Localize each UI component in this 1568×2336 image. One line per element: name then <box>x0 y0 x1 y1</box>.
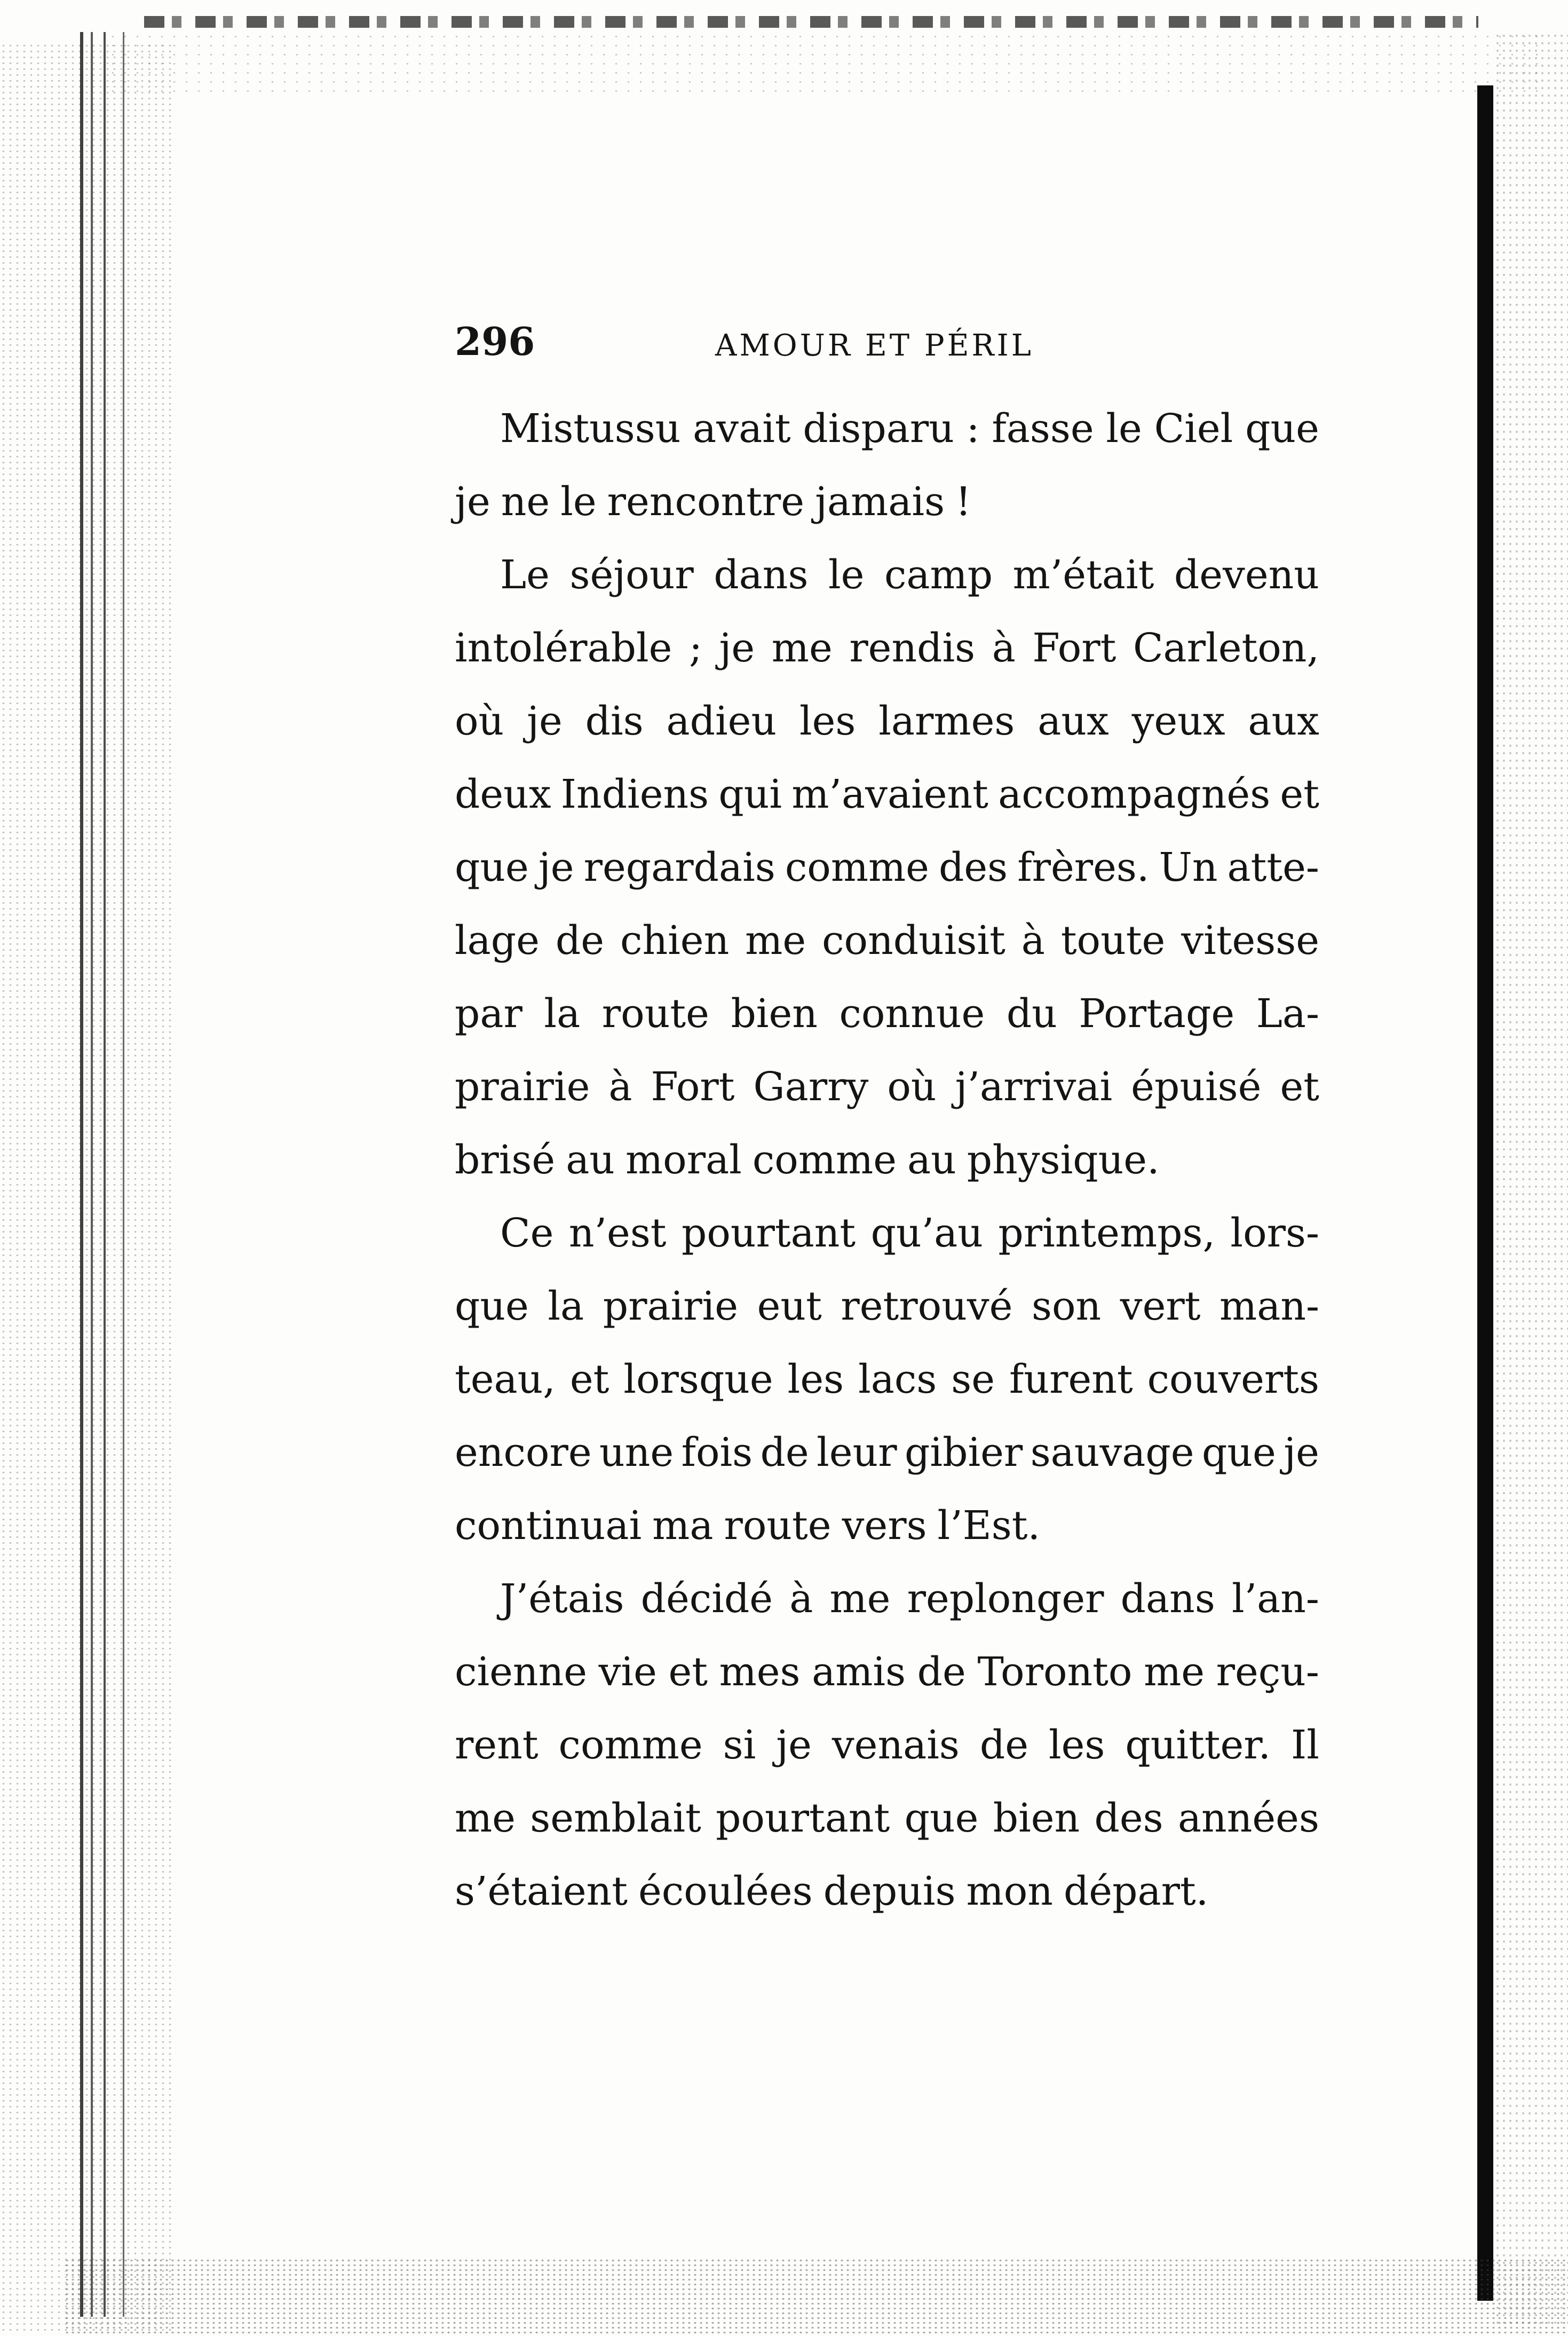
word: pourtant <box>681 1210 856 1256</box>
text-line <box>455 612 1319 685</box>
word: qu’au <box>870 1210 983 1256</box>
word: bien <box>993 1795 1080 1841</box>
word: où <box>455 698 504 744</box>
word: l’an- <box>1231 1576 1319 1622</box>
text-line <box>455 1709 1319 1782</box>
word: fasse <box>992 406 1094 452</box>
page-number: 296 <box>455 319 535 364</box>
page-body <box>455 392 1319 1928</box>
text-line <box>455 1270 1319 1343</box>
word: man- <box>1219 1283 1319 1329</box>
word: de <box>760 1430 809 1475</box>
word: lors- <box>1230 1210 1319 1256</box>
word: toute <box>1060 918 1166 964</box>
word: me <box>771 625 833 671</box>
word: à <box>1021 918 1045 964</box>
word: adieu <box>666 698 777 744</box>
word: son <box>1032 1283 1102 1329</box>
word: comme <box>785 845 929 890</box>
word: camp <box>884 552 993 598</box>
word: retrouvé <box>841 1283 1013 1329</box>
scan-noise-bottom <box>64 2258 1568 2336</box>
word: regardais <box>583 845 775 890</box>
word: qui <box>718 771 782 817</box>
word: départ. <box>1063 1868 1209 1914</box>
word: reçu- <box>1216 1649 1319 1695</box>
text-line <box>455 1197 1319 1270</box>
word: épuisé <box>1131 1064 1262 1110</box>
word: leur <box>817 1430 897 1475</box>
word: printemps, <box>998 1210 1215 1256</box>
word: me <box>829 1576 891 1622</box>
text-line <box>455 977 1319 1051</box>
word: j’arrivai <box>955 1064 1113 1110</box>
word: du <box>1006 991 1057 1037</box>
word: vitesse <box>1181 918 1319 964</box>
text-line <box>455 1636 1319 1709</box>
running-title: AMOUR ET PÉRIL <box>715 328 1034 363</box>
word: avait <box>693 406 791 452</box>
scan-edge-top <box>144 16 1478 28</box>
word: et <box>569 1356 609 1402</box>
word: J’étais <box>500 1576 624 1622</box>
word: larmes <box>878 698 1015 744</box>
word: à <box>992 625 1016 671</box>
word: une <box>599 1430 674 1475</box>
word: eut <box>757 1283 822 1329</box>
word: rent <box>455 1722 538 1768</box>
word: à <box>608 1064 632 1110</box>
word: et <box>1280 1064 1319 1110</box>
text-line <box>455 1051 1319 1124</box>
word: comme <box>752 1137 897 1183</box>
word: continuai <box>455 1503 642 1549</box>
word: : <box>966 406 980 452</box>
text-line <box>455 1124 1319 1197</box>
word: que <box>455 1283 529 1329</box>
text-line <box>455 1782 1319 1855</box>
scan-edge-right <box>1477 85 1493 2301</box>
book-spine-edge <box>80 32 171 2317</box>
word: je <box>455 479 490 525</box>
word: furent <box>1009 1356 1133 1402</box>
word: Indiens <box>560 771 709 817</box>
word: mon <box>966 1868 1053 1914</box>
text-line <box>455 1855 1319 1928</box>
word: dans <box>714 552 809 598</box>
word: je <box>719 625 755 671</box>
word: et <box>1280 771 1319 817</box>
word: séjour <box>569 552 694 598</box>
word: disparu <box>803 406 954 452</box>
scan-dust-top <box>107 32 1548 96</box>
word: je <box>538 845 574 890</box>
word: comme <box>558 1722 703 1768</box>
word: Fort <box>651 1064 735 1110</box>
word: où <box>887 1064 937 1110</box>
word: Mistussu <box>500 406 681 452</box>
word: vie <box>598 1649 657 1695</box>
word: années <box>1177 1795 1319 1841</box>
word: gibier <box>905 1430 1023 1475</box>
word: route <box>601 991 709 1037</box>
word: mes <box>719 1649 801 1695</box>
word: de <box>555 918 605 964</box>
word: ; <box>688 625 702 671</box>
word: cienne <box>455 1649 588 1695</box>
word: par <box>455 991 522 1037</box>
word: physique. <box>967 1137 1160 1183</box>
word: le <box>828 552 865 598</box>
word: rencontre <box>607 479 805 525</box>
word: amis <box>812 1649 906 1695</box>
word: me <box>1144 1649 1205 1695</box>
word: aux <box>1248 698 1319 744</box>
word: yeux <box>1131 698 1225 744</box>
word: intolérable <box>455 625 672 671</box>
word: brisé <box>455 1137 556 1183</box>
word: couverts <box>1147 1356 1319 1402</box>
scan-noise-right <box>1494 32 1568 2327</box>
word: moral <box>625 1137 742 1183</box>
word: semblait <box>530 1795 701 1841</box>
word: la <box>548 1283 584 1329</box>
text-line <box>455 831 1319 904</box>
word: la <box>544 991 581 1037</box>
word: atte- <box>1227 845 1319 890</box>
word: me <box>455 1795 516 1841</box>
word: écoulées <box>638 1868 813 1914</box>
text-line <box>455 685 1319 758</box>
running-head <box>455 315 1319 368</box>
text-line <box>455 1489 1319 1562</box>
word: lorsque <box>623 1356 773 1402</box>
word: je <box>1284 1430 1319 1475</box>
word: des <box>1094 1795 1163 1841</box>
word: bien <box>731 991 818 1037</box>
word: au <box>566 1137 615 1183</box>
word: encore <box>455 1430 592 1475</box>
word: prairie <box>603 1283 739 1329</box>
word: le <box>1106 406 1142 452</box>
word: ! <box>955 479 971 525</box>
word: vers <box>842 1503 927 1549</box>
word: Le <box>500 552 550 598</box>
word: que <box>455 845 529 890</box>
word: devenu <box>1174 552 1319 598</box>
word: si <box>723 1722 756 1768</box>
word: replonger <box>907 1576 1104 1622</box>
text-line <box>455 539 1319 612</box>
word: sauvage <box>1030 1430 1194 1475</box>
word: au <box>907 1137 956 1183</box>
word: lacs <box>858 1356 937 1402</box>
text-line <box>455 465 1319 539</box>
word: de <box>979 1722 1029 1768</box>
word: les <box>1048 1722 1105 1768</box>
word: décidé <box>640 1576 773 1622</box>
text-line <box>455 1343 1319 1416</box>
word: Un <box>1159 845 1218 890</box>
word: Ce <box>500 1210 554 1256</box>
word: Il <box>1291 1722 1319 1768</box>
text-line <box>455 392 1319 465</box>
word: le <box>560 479 597 525</box>
word: n’est <box>568 1210 667 1256</box>
word: que <box>1245 406 1319 452</box>
word: ma <box>652 1503 714 1549</box>
word: que <box>1201 1430 1276 1475</box>
word: Garry <box>753 1064 869 1110</box>
word: m’était <box>1012 552 1154 598</box>
word: Carleton, <box>1133 625 1319 671</box>
word: et <box>668 1649 708 1695</box>
word: les <box>787 1356 844 1402</box>
word: Toronto <box>977 1649 1133 1695</box>
word: fois <box>681 1430 753 1475</box>
word: jamais <box>815 479 945 525</box>
word: à <box>789 1576 813 1622</box>
word: route <box>724 1503 831 1549</box>
word: des <box>939 845 1008 890</box>
word: venais <box>831 1722 960 1768</box>
word: me <box>745 918 806 964</box>
word: s’étaient <box>455 1868 628 1914</box>
word: conduisit <box>822 918 1005 964</box>
word: lage <box>455 918 540 964</box>
word: m’avaient <box>791 771 988 817</box>
text-line <box>455 1416 1319 1489</box>
word: les <box>799 698 856 744</box>
word: accompagnés <box>998 771 1271 817</box>
word: Portage <box>1079 991 1235 1037</box>
word: je <box>527 698 563 744</box>
word: vert <box>1120 1283 1201 1329</box>
word: La- <box>1256 991 1319 1037</box>
word: rendis <box>849 625 976 671</box>
word: quitter. <box>1125 1722 1271 1768</box>
word: Ciel <box>1154 406 1233 452</box>
word: connue <box>839 991 985 1037</box>
word: que <box>904 1795 979 1841</box>
word: de <box>917 1649 966 1695</box>
word: se <box>951 1356 995 1402</box>
text-line <box>455 758 1319 831</box>
word: deux <box>455 771 551 817</box>
text-line <box>455 904 1319 977</box>
word: pourtant <box>716 1795 890 1841</box>
word: aux <box>1038 698 1109 744</box>
word: chien <box>620 918 730 964</box>
word: ne <box>501 479 550 525</box>
word: prairie <box>455 1064 590 1110</box>
word: frères. <box>1017 845 1150 890</box>
word: Fort <box>1032 625 1116 671</box>
word: je <box>776 1722 812 1768</box>
word: l’Est. <box>937 1503 1040 1549</box>
word: dans <box>1120 1576 1215 1622</box>
word: teau, <box>455 1356 556 1402</box>
word: dis <box>585 698 644 744</box>
word: depuis <box>823 1868 956 1914</box>
text-line <box>455 1562 1319 1636</box>
